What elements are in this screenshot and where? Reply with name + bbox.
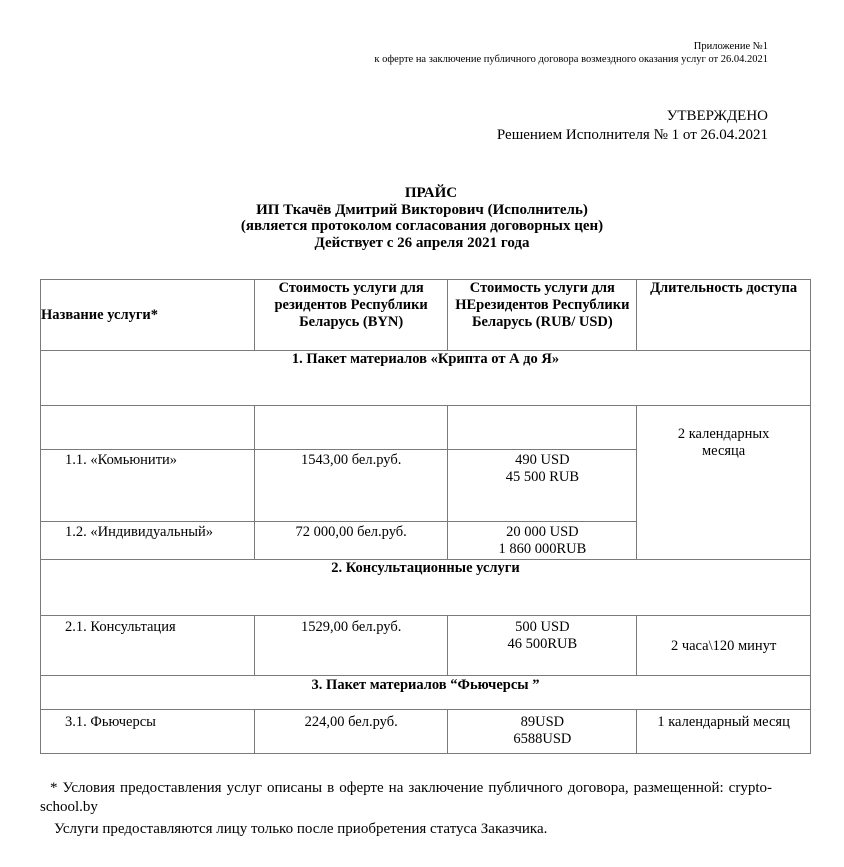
section-title-3: 3. Пакет материалов “Фьючерсы ” (41, 676, 811, 710)
service-name-3-1: 3.1. Фьючерсы (41, 710, 255, 754)
duration-cell-2: 2 часа\120 минут (637, 616, 811, 676)
approval-block (497, 107, 768, 145)
price-byn-1-2: 72 000,00 бел.руб. (254, 522, 448, 560)
empty-cell (254, 406, 448, 450)
footnote-terms: * Условия предоставления услуг описаны в оферте на заключение публичного договора, размещенной: crypto-school.by (40, 780, 772, 815)
duration-1-line-2: месяца (701, 443, 746, 459)
price-byn-1-1: 1543,00 бел.руб. (254, 450, 448, 522)
price-rub-2-1: 46 500RUB (507, 636, 578, 652)
title-line-1: ПРАЙС (404, 185, 458, 201)
table-row (41, 710, 811, 754)
service-name-1-1: 1.1. «Комьюнити» (41, 450, 255, 522)
service-name-2-1: 2.1. Консультация (41, 616, 255, 676)
price-rub-1-2: 1 860 000RUB (498, 541, 587, 557)
title-line-4: Действует с 26 апреля 2021 года (314, 234, 530, 251)
price-rub-1-1: 45 500 RUB (505, 469, 580, 485)
header-byn: Стоимость услуги для резидентов Республики Беларусь (BYN) (254, 280, 448, 351)
table-row (41, 616, 811, 676)
service-name-1-2: 1.2. «Индивидуальный» (41, 522, 255, 560)
duration-cell-3: 1 календарный месяц (637, 710, 811, 754)
table-header-row (41, 280, 811, 351)
approved-label: УТВЕРЖДЕНО (666, 108, 768, 124)
price-usd-3-1: 89USD (520, 714, 565, 730)
price-usd-2-1: 500 USD (515, 619, 570, 635)
document-title (0, 185, 844, 251)
price-usd-1-2: 20 000 USD (506, 524, 579, 540)
duration-1-line-1: 2 календарных (677, 426, 770, 442)
section-row (41, 560, 811, 616)
empty-cell (448, 406, 637, 450)
price-table (40, 279, 811, 754)
price-foreign-1-1 (448, 450, 637, 522)
price-byn-3-1: 224,00 бел.руб. (254, 710, 448, 754)
footnote (40, 779, 772, 839)
section-row (41, 676, 811, 710)
table-row (41, 406, 811, 450)
section-row (41, 351, 811, 406)
title-line-2: ИП Ткачёв Дмитрий Викторович (Исполнитель) (256, 201, 588, 218)
section-title-2: 2. Консультационные услуги (41, 560, 811, 616)
annex-note (374, 40, 768, 66)
price-foreign-2-1 (448, 616, 637, 676)
annex-line-1: Приложение №1 (693, 41, 768, 52)
price-byn-2-1: 1529,00 бел.руб. (254, 616, 448, 676)
header-duration: Длительность доступа (637, 280, 811, 351)
duration-cell-1 (637, 406, 811, 560)
price-foreign-1-2 (448, 522, 637, 560)
header-foreign: Стоимость услуги для НЕрезидентов Республики Беларусь (RUB/ USD) (448, 280, 637, 351)
header-name: Название услуги* (41, 280, 255, 351)
approved-decision: Решением Исполнителя № 1 от 26.04.2021 (496, 127, 768, 143)
annex-line-2: к оферте на заключение публичного договора возмездного оказания услуг от 26.04.2021 (374, 54, 768, 65)
title-line-3: (является протоколом согласования договорных цен) (240, 218, 604, 234)
section-title-1: 1. Пакет материалов «Крипта от А до Я» (41, 351, 811, 406)
price-rub-3-1: 6588USD (513, 731, 572, 747)
footnote-customer-status: Услуги предоставляются лицу только после приобретения статуса Заказчика. (54, 821, 548, 837)
price-foreign-3-1 (448, 710, 637, 754)
price-usd-1-1: 490 USD (515, 452, 570, 468)
empty-cell (41, 406, 255, 450)
